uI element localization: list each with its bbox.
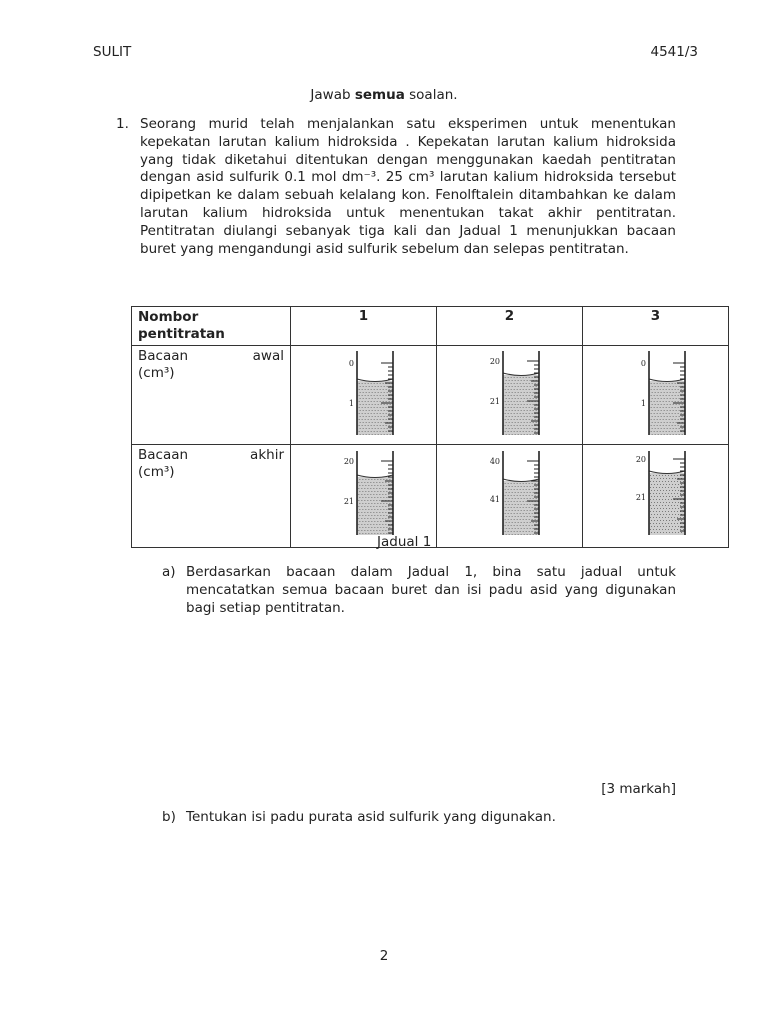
burette-slot <box>437 445 582 547</box>
final-cell-1 <box>291 445 437 548</box>
burette-graduation-top: 0 <box>348 359 354 368</box>
header-label-cell <box>132 307 291 346</box>
instruction-bold: semua <box>354 87 405 103</box>
instruction-suffix: soalan. <box>404 87 458 103</box>
burette-graduation-top: 40 <box>489 457 500 466</box>
initial-cell-1 <box>291 346 437 445</box>
burette-illustration <box>327 351 401 435</box>
burette-graduation-mid: 21 <box>343 497 354 506</box>
final-cell-3 <box>583 445 729 548</box>
initial-cell-2 <box>437 346 583 445</box>
instruction <box>0 87 768 103</box>
burette-slot <box>583 346 728 444</box>
burette-illustration <box>619 451 693 535</box>
burette-slot <box>437 346 582 444</box>
part-b-text: Tentukan isi padu purata asid sulfurik yang digunakan. <box>186 809 556 825</box>
question-number: 1. <box>116 116 129 132</box>
burette-slot <box>291 445 436 547</box>
initial-cell-3 <box>583 346 729 445</box>
initial-unit: (cm³) <box>138 365 175 381</box>
header-paper-code: 4541/3 <box>650 44 698 60</box>
header-label: Nombor pentitratan <box>138 309 225 342</box>
final-label-a: Bacaan <box>138 447 189 463</box>
initial-label-a: Bacaan <box>138 348 189 364</box>
burette-illustration <box>327 451 401 535</box>
part-a-text: Berdasarkan bacaan dalam Jadual 1, bina satu jadual untuk mencatatkan semua bacaan buret dan isi padu asid yang digunakan bagi setiap pentitratan. <box>186 564 676 616</box>
burette-graduation-mid: 21 <box>635 493 646 502</box>
burette-graduation-top: 0 <box>640 359 646 368</box>
titration-2-header: 2 <box>437 307 583 346</box>
final-reading-label <box>132 445 291 548</box>
question-text: Seorang murid telah menjalankan satu eksperimen untuk menentukan kepekatan larutan kalium hidroksida . Kepekatan larutan kalium hidroksida yang tidak diketahui ditentukan dengan menggunakan kaedah pentitratan dengan asid sulfurik 0.1 mol dm⁻³. 25 cm³ larutan kalium hidroksida tersebut dipipetkan ke dalam sebuah kelalang kon. Fenolftalein ditambahkan ke dalam larutan kalium hidroksida untuk menentukan takat akhir pentitratan. Pentitratan diulangi sebanyak tiga kali dan Jadual 1 menunjukkan bacaan buret yang mengandungi asid sulfurik sebelum dan selepas pentitratan. <box>140 116 676 257</box>
part-a-label: a) <box>162 564 176 580</box>
instruction-prefix: Jawab <box>310 87 355 103</box>
titration-1-header: 1 <box>291 307 437 346</box>
titration-3-header: 3 <box>583 307 729 346</box>
burette-graduation-mid: 21 <box>489 397 500 406</box>
burette-illustration <box>473 351 547 435</box>
initial-label-b: awal <box>252 348 284 364</box>
burette-illustration <box>619 351 693 435</box>
burette-graduation-top: 20 <box>489 357 500 366</box>
burette-illustration <box>473 451 547 535</box>
question-1 <box>116 116 676 258</box>
final-unit: (cm³) <box>138 464 175 480</box>
burette-slot <box>583 445 728 547</box>
initial-reading-label <box>132 346 291 445</box>
part-b <box>162 809 676 827</box>
burette-graduation-mid: 41 <box>489 495 500 504</box>
final-cell-2 <box>437 445 583 548</box>
page-number: 2 <box>379 948 389 964</box>
header-sulit: SULIT <box>93 44 132 60</box>
final-label-b: akhir <box>250 447 284 463</box>
part-b-label: b) <box>162 809 176 825</box>
marks-label: [3 markah] <box>601 781 676 797</box>
burette-graduation-mid: 1 <box>348 399 354 408</box>
table-1 <box>131 306 729 548</box>
burette-graduation-mid: 1 <box>640 399 646 408</box>
burette-slot <box>291 346 436 444</box>
table-caption: Jadual 1 <box>377 534 432 550</box>
burette-graduation-top: 20 <box>343 457 354 466</box>
part-a <box>162 564 676 617</box>
burette-graduation-top: 20 <box>635 455 646 464</box>
